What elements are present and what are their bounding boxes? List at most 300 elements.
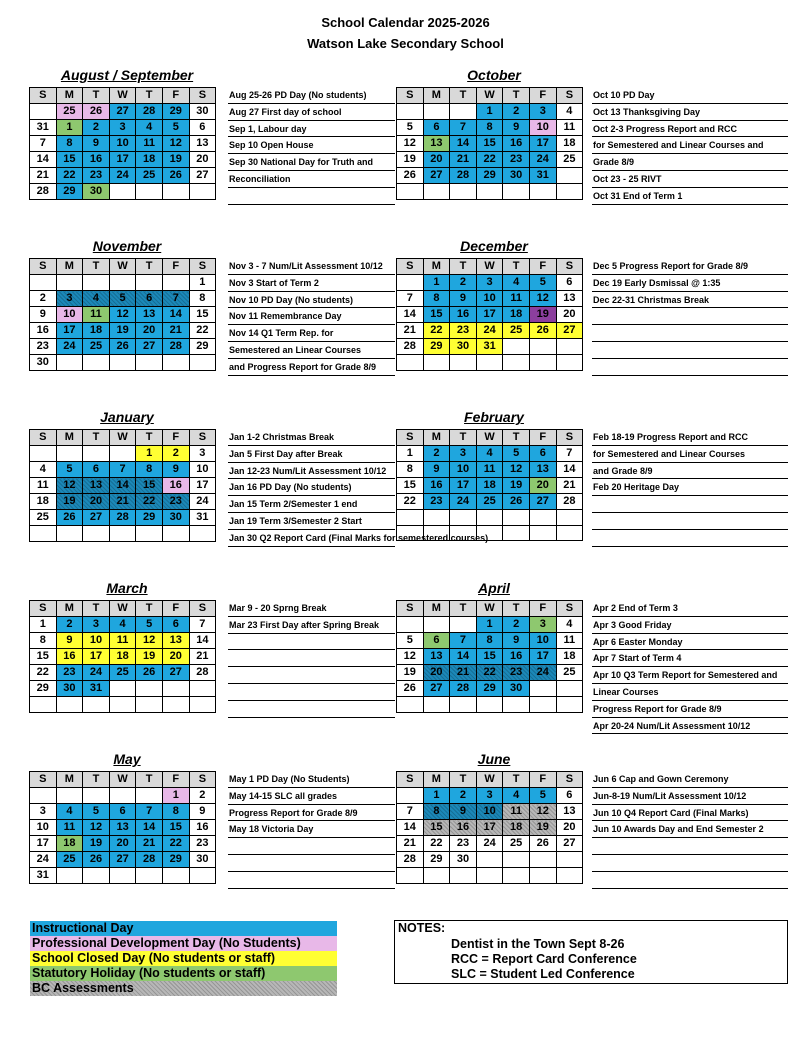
day-cell: 28 bbox=[556, 494, 583, 510]
note-rule bbox=[592, 375, 788, 376]
day-cell: 3 bbox=[56, 291, 83, 307]
day-cell: 20 bbox=[189, 152, 216, 168]
day-cell: 14 bbox=[136, 820, 163, 836]
day-cell: 12 bbox=[83, 820, 110, 836]
weekday-header: M bbox=[56, 88, 83, 104]
day-cell: 28 bbox=[30, 184, 57, 200]
day-cell: 29 bbox=[476, 681, 503, 697]
note-rule bbox=[228, 546, 395, 547]
day-cell: 26 bbox=[162, 168, 189, 184]
note-rule bbox=[592, 307, 788, 308]
day-cell: 3 bbox=[450, 446, 477, 462]
day-cell bbox=[423, 617, 450, 633]
day-cell: 5 bbox=[56, 462, 83, 478]
day-cell: 9 bbox=[503, 120, 530, 136]
day-cell: 27 bbox=[109, 852, 136, 868]
day-cell: 9 bbox=[450, 804, 477, 820]
month-note: Linear Courses bbox=[593, 687, 659, 697]
day-cell: 11 bbox=[30, 478, 57, 494]
weekday-header: S bbox=[189, 88, 216, 104]
legend-pd-day: Professional Development Day (No Students) bbox=[30, 936, 337, 951]
month-name: March bbox=[106, 580, 148, 596]
day-cell: 26 bbox=[529, 836, 556, 852]
day-cell: 30 bbox=[503, 681, 530, 697]
day-cell: 22 bbox=[423, 836, 450, 852]
day-cell: 14 bbox=[450, 649, 477, 665]
month-note: Aug 27 First day of school bbox=[229, 106, 342, 117]
day-cell: 19 bbox=[56, 494, 83, 510]
weekday-header: W bbox=[476, 772, 503, 788]
day-cell bbox=[529, 510, 556, 526]
month-note: Feb 18-19 Progress Report and RCC bbox=[593, 432, 749, 442]
legend-bc-assessments: BC Assessments bbox=[30, 981, 337, 996]
note-rule bbox=[592, 204, 788, 205]
day-cell: 3 bbox=[189, 446, 216, 462]
day-cell bbox=[423, 525, 450, 541]
note-rule bbox=[228, 375, 395, 376]
day-cell: 22 bbox=[423, 323, 450, 339]
day-cell: 27 bbox=[136, 339, 163, 355]
month-table bbox=[29, 258, 216, 371]
day-cell bbox=[397, 275, 424, 291]
day-cell: 25 bbox=[556, 665, 583, 681]
day-cell: 1 bbox=[136, 446, 163, 462]
day-cell: 31 bbox=[476, 339, 503, 355]
day-cell: 1 bbox=[423, 788, 450, 804]
day-cell bbox=[503, 339, 530, 355]
day-cell: 13 bbox=[109, 820, 136, 836]
day-cell: 17 bbox=[56, 323, 83, 339]
weekday-header: T bbox=[136, 601, 163, 617]
weekday-header: T bbox=[136, 430, 163, 446]
weekday-header: S bbox=[556, 772, 583, 788]
weekday-header: S bbox=[556, 259, 583, 275]
day-cell bbox=[136, 697, 163, 713]
day-cell: 17 bbox=[476, 307, 503, 323]
note-rule bbox=[228, 700, 395, 701]
day-cell: 15 bbox=[56, 152, 83, 168]
day-cell bbox=[30, 788, 57, 804]
month-table bbox=[396, 429, 583, 541]
day-cell: 4 bbox=[83, 291, 110, 307]
day-cell: 1 bbox=[476, 617, 503, 633]
day-cell bbox=[556, 510, 583, 526]
day-cell: 1 bbox=[189, 275, 216, 291]
day-cell bbox=[109, 446, 136, 462]
day-cell: 7 bbox=[162, 291, 189, 307]
month-note: Nov 14 Q1 Term Rep. for bbox=[229, 328, 334, 339]
weekday-header: T bbox=[450, 772, 477, 788]
day-cell: 9 bbox=[83, 136, 110, 152]
day-cell: 26 bbox=[83, 852, 110, 868]
day-cell bbox=[503, 868, 530, 884]
note-rule bbox=[592, 871, 788, 872]
day-cell: 13 bbox=[162, 633, 189, 649]
day-cell: 7 bbox=[109, 462, 136, 478]
month-note: Apr 10 Q3 Term Report for Semestered and bbox=[593, 670, 778, 681]
day-cell: 8 bbox=[56, 136, 83, 152]
month-note: Jun-8-19 Num/Lit Assessment 10/12 bbox=[593, 790, 747, 801]
day-cell: 24 bbox=[450, 494, 477, 510]
weekday-header: F bbox=[529, 88, 556, 104]
day-cell bbox=[397, 697, 424, 713]
day-cell bbox=[162, 355, 189, 371]
day-cell: 14 bbox=[30, 152, 57, 168]
day-cell: 21 bbox=[450, 665, 477, 681]
weekday-header: M bbox=[56, 601, 83, 617]
day-cell: 12 bbox=[503, 462, 530, 478]
day-cell: 15 bbox=[476, 649, 503, 665]
note-rule bbox=[228, 633, 395, 634]
day-cell: 25 bbox=[56, 104, 83, 120]
month-name: August / September bbox=[60, 67, 194, 83]
day-cell bbox=[56, 868, 83, 884]
month-note: and Progress Report for Grade 8/9 bbox=[229, 361, 377, 372]
day-cell: 11 bbox=[109, 633, 136, 649]
month-note: Mar 23 First Day after Spring Break bbox=[229, 619, 380, 630]
day-cell: 10 bbox=[109, 136, 136, 152]
weekday-header: S bbox=[397, 601, 424, 617]
day-cell: 19 bbox=[503, 478, 530, 494]
day-cell bbox=[529, 525, 556, 541]
day-cell: 22 bbox=[56, 168, 83, 184]
day-cell: 10 bbox=[476, 804, 503, 820]
day-cell: 3 bbox=[476, 788, 503, 804]
day-cell bbox=[450, 104, 477, 120]
day-cell: 31 bbox=[30, 120, 57, 136]
day-cell: 2 bbox=[423, 446, 450, 462]
day-cell: 7 bbox=[136, 804, 163, 820]
day-cell: 11 bbox=[503, 804, 530, 820]
day-cell: 29 bbox=[189, 339, 216, 355]
weekday-header: T bbox=[503, 601, 530, 617]
day-cell: 30 bbox=[189, 852, 216, 868]
day-cell: 30 bbox=[450, 339, 477, 355]
day-cell bbox=[56, 526, 83, 542]
legend-instructional-day: Instructional Day bbox=[30, 921, 337, 936]
day-cell: 29 bbox=[162, 104, 189, 120]
day-cell: 3 bbox=[83, 617, 110, 633]
day-cell bbox=[423, 184, 450, 200]
day-cell: 30 bbox=[450, 852, 477, 868]
day-cell: 14 bbox=[109, 478, 136, 494]
day-cell: 18 bbox=[556, 649, 583, 665]
day-cell: 26 bbox=[397, 168, 424, 184]
day-cell: 4 bbox=[136, 120, 163, 136]
note-rule bbox=[592, 854, 788, 855]
day-cell: 5 bbox=[136, 617, 163, 633]
day-cell: 10 bbox=[30, 820, 57, 836]
day-cell: 29 bbox=[423, 339, 450, 355]
weekday-header: S bbox=[189, 601, 216, 617]
day-cell: 12 bbox=[136, 633, 163, 649]
month-note: Apr 7 Start of Term 4 bbox=[593, 653, 682, 664]
day-cell: 21 bbox=[556, 478, 583, 494]
day-cell bbox=[83, 275, 110, 291]
day-cell: 30 bbox=[162, 510, 189, 526]
day-cell bbox=[529, 697, 556, 713]
day-cell: 19 bbox=[136, 649, 163, 665]
day-cell: 30 bbox=[30, 355, 57, 371]
month-table bbox=[396, 258, 583, 371]
month-note: Grade 8/9 bbox=[593, 157, 635, 168]
day-cell: 13 bbox=[189, 136, 216, 152]
day-cell bbox=[56, 788, 83, 804]
day-cell: 1 bbox=[397, 446, 424, 462]
day-cell bbox=[136, 526, 163, 542]
day-cell: 18 bbox=[556, 136, 583, 152]
day-cell bbox=[476, 355, 503, 371]
weekday-header: S bbox=[556, 430, 583, 446]
day-cell: 15 bbox=[423, 307, 450, 323]
day-cell bbox=[109, 184, 136, 200]
day-cell: 1 bbox=[56, 120, 83, 136]
month-note: Jan 12-23 Num/Lit Assessment 10/12 bbox=[229, 465, 387, 476]
day-cell bbox=[397, 525, 424, 541]
day-cell: 10 bbox=[476, 291, 503, 307]
month-note: Dec 5 Progress Report for Grade 8/9 bbox=[593, 261, 749, 271]
day-cell: 7 bbox=[30, 136, 57, 152]
day-cell: 27 bbox=[189, 168, 216, 184]
day-cell: 18 bbox=[503, 820, 530, 836]
weekday-header: F bbox=[162, 259, 189, 275]
day-cell: 2 bbox=[503, 104, 530, 120]
day-cell: 22 bbox=[136, 494, 163, 510]
day-cell bbox=[162, 184, 189, 200]
day-cell: 24 bbox=[189, 494, 216, 510]
weekday-header: T bbox=[503, 259, 530, 275]
day-cell: 9 bbox=[30, 307, 57, 323]
month-note: Jan 16 PD Day (No students) bbox=[229, 482, 352, 493]
day-cell: 27 bbox=[423, 168, 450, 184]
day-cell bbox=[56, 446, 83, 462]
day-cell: 12 bbox=[397, 136, 424, 152]
weekday-header: F bbox=[529, 259, 556, 275]
weekday-header: M bbox=[423, 601, 450, 617]
weekday-header: S bbox=[189, 259, 216, 275]
day-cell: 16 bbox=[503, 649, 530, 665]
day-cell: 11 bbox=[556, 120, 583, 136]
day-cell bbox=[162, 697, 189, 713]
day-cell: 10 bbox=[189, 462, 216, 478]
notes-heading: NOTES: bbox=[398, 921, 446, 935]
day-cell: 18 bbox=[503, 307, 530, 323]
day-cell: 9 bbox=[189, 804, 216, 820]
day-cell: 25 bbox=[83, 339, 110, 355]
month-note: Reconciliation bbox=[229, 174, 291, 184]
month-note: May 14-15 SLC all grades bbox=[229, 790, 338, 801]
note-rule bbox=[228, 666, 395, 667]
day-cell bbox=[83, 788, 110, 804]
day-cell: 3 bbox=[529, 617, 556, 633]
weekday-header: T bbox=[503, 430, 530, 446]
day-cell: 27 bbox=[83, 510, 110, 526]
day-cell bbox=[556, 868, 583, 884]
day-cell bbox=[476, 525, 503, 541]
month-table bbox=[29, 771, 216, 884]
day-cell: 6 bbox=[189, 120, 216, 136]
day-cell bbox=[529, 868, 556, 884]
notes-box bbox=[394, 920, 788, 984]
weekday-header: T bbox=[83, 772, 110, 788]
day-cell: 8 bbox=[30, 633, 57, 649]
day-cell bbox=[109, 681, 136, 697]
day-cell: 11 bbox=[556, 633, 583, 649]
day-cell bbox=[556, 525, 583, 541]
day-cell: 30 bbox=[503, 168, 530, 184]
day-cell: 24 bbox=[476, 836, 503, 852]
day-cell: 2 bbox=[30, 291, 57, 307]
note-rule bbox=[228, 871, 395, 872]
day-cell bbox=[189, 184, 216, 200]
day-cell: 14 bbox=[397, 820, 424, 836]
day-cell: 25 bbox=[109, 665, 136, 681]
day-cell: 8 bbox=[476, 120, 503, 136]
day-cell: 20 bbox=[109, 836, 136, 852]
day-cell: 12 bbox=[56, 478, 83, 494]
day-cell: 10 bbox=[450, 462, 477, 478]
day-cell bbox=[397, 184, 424, 200]
note-rule bbox=[228, 717, 395, 718]
month-note: Nov 11 Remembrance Day bbox=[229, 311, 342, 322]
day-cell: 8 bbox=[476, 633, 503, 649]
day-cell: 13 bbox=[556, 291, 583, 307]
weekday-header: M bbox=[423, 430, 450, 446]
day-cell: 24 bbox=[529, 665, 556, 681]
day-cell: 19 bbox=[529, 307, 556, 323]
month-note: May 1 PD Day (No Students) bbox=[229, 774, 350, 784]
month-note: Jun 10 Q4 Report Card (Final Marks) bbox=[593, 807, 749, 818]
day-cell: 25 bbox=[136, 168, 163, 184]
month-note: Apr 2 End of Term 3 bbox=[593, 603, 678, 613]
day-cell: 1 bbox=[476, 104, 503, 120]
day-cell bbox=[450, 510, 477, 526]
day-cell: 14 bbox=[556, 462, 583, 478]
day-cell bbox=[476, 510, 503, 526]
day-cell: 29 bbox=[476, 168, 503, 184]
day-cell bbox=[136, 355, 163, 371]
month-note: Apr 6 Easter Monday bbox=[593, 636, 683, 647]
day-cell: 14 bbox=[397, 307, 424, 323]
day-cell: 6 bbox=[162, 617, 189, 633]
day-cell: 23 bbox=[503, 152, 530, 168]
day-cell: 26 bbox=[397, 681, 424, 697]
day-cell: 3 bbox=[529, 104, 556, 120]
day-cell: 22 bbox=[162, 836, 189, 852]
month-note: Sep 1, Labour day bbox=[229, 123, 307, 134]
weekday-header: W bbox=[109, 601, 136, 617]
day-cell: 16 bbox=[423, 478, 450, 494]
month-note: for Semestered and Linear Courses and bbox=[593, 140, 764, 151]
day-cell: 26 bbox=[83, 104, 110, 120]
day-cell: 28 bbox=[397, 339, 424, 355]
day-cell bbox=[30, 104, 57, 120]
day-cell bbox=[503, 697, 530, 713]
weekday-header: F bbox=[162, 601, 189, 617]
note-rule bbox=[592, 495, 788, 496]
day-cell: 4 bbox=[30, 462, 57, 478]
day-cell: 21 bbox=[136, 836, 163, 852]
day-cell: 13 bbox=[136, 307, 163, 323]
month-note: Jun 6 Cap and Gown Ceremony bbox=[593, 774, 729, 784]
day-cell: 6 bbox=[556, 788, 583, 804]
day-cell: 20 bbox=[423, 152, 450, 168]
month-name: October bbox=[467, 67, 521, 83]
weekday-header: S bbox=[556, 601, 583, 617]
day-cell bbox=[189, 526, 216, 542]
day-cell: 26 bbox=[503, 494, 530, 510]
day-cell bbox=[476, 868, 503, 884]
day-cell: 17 bbox=[529, 649, 556, 665]
day-cell: 9 bbox=[450, 291, 477, 307]
day-cell: 10 bbox=[529, 120, 556, 136]
day-cell: 8 bbox=[423, 804, 450, 820]
day-cell: 13 bbox=[423, 136, 450, 152]
note-rule bbox=[592, 733, 788, 734]
day-cell: 28 bbox=[136, 852, 163, 868]
day-cell: 7 bbox=[397, 804, 424, 820]
weekday-header: F bbox=[162, 430, 189, 446]
day-cell: 28 bbox=[397, 852, 424, 868]
day-cell: 6 bbox=[529, 446, 556, 462]
weekday-header: W bbox=[109, 88, 136, 104]
day-cell: 21 bbox=[450, 152, 477, 168]
day-cell: 28 bbox=[136, 104, 163, 120]
weekday-header: W bbox=[109, 772, 136, 788]
month-note: Nov 10 PD Day (No students) bbox=[229, 294, 354, 305]
day-cell: 20 bbox=[83, 494, 110, 510]
day-cell: 31 bbox=[30, 868, 57, 884]
day-cell: 23 bbox=[503, 665, 530, 681]
day-cell bbox=[476, 852, 503, 868]
day-cell: 31 bbox=[83, 681, 110, 697]
day-cell: 7 bbox=[397, 291, 424, 307]
weekday-header: F bbox=[162, 772, 189, 788]
day-cell: 15 bbox=[397, 478, 424, 494]
day-cell bbox=[556, 852, 583, 868]
day-cell bbox=[476, 184, 503, 200]
day-cell bbox=[450, 525, 477, 541]
day-cell: 21 bbox=[397, 836, 424, 852]
month-table bbox=[29, 429, 216, 542]
day-cell: 20 bbox=[556, 820, 583, 836]
day-cell: 26 bbox=[109, 339, 136, 355]
month-note: Jan 1-2 Christmas Break bbox=[229, 432, 335, 442]
day-cell: 27 bbox=[423, 681, 450, 697]
day-cell bbox=[556, 681, 583, 697]
day-cell: 20 bbox=[136, 323, 163, 339]
weekday-header: T bbox=[83, 88, 110, 104]
day-cell bbox=[450, 617, 477, 633]
day-cell bbox=[503, 525, 530, 541]
day-cell: 24 bbox=[30, 852, 57, 868]
day-cell: 9 bbox=[423, 462, 450, 478]
month-name: June bbox=[477, 751, 511, 767]
day-cell: 29 bbox=[136, 510, 163, 526]
day-cell: 17 bbox=[476, 820, 503, 836]
day-cell bbox=[136, 788, 163, 804]
day-cell: 8 bbox=[423, 291, 450, 307]
day-cell: 23 bbox=[450, 323, 477, 339]
note-rule bbox=[592, 529, 788, 530]
day-cell: 7 bbox=[189, 617, 216, 633]
day-cell bbox=[450, 355, 477, 371]
day-cell: 19 bbox=[397, 665, 424, 681]
day-cell: 13 bbox=[556, 804, 583, 820]
day-cell bbox=[162, 526, 189, 542]
day-cell: 15 bbox=[30, 649, 57, 665]
day-cell bbox=[109, 868, 136, 884]
